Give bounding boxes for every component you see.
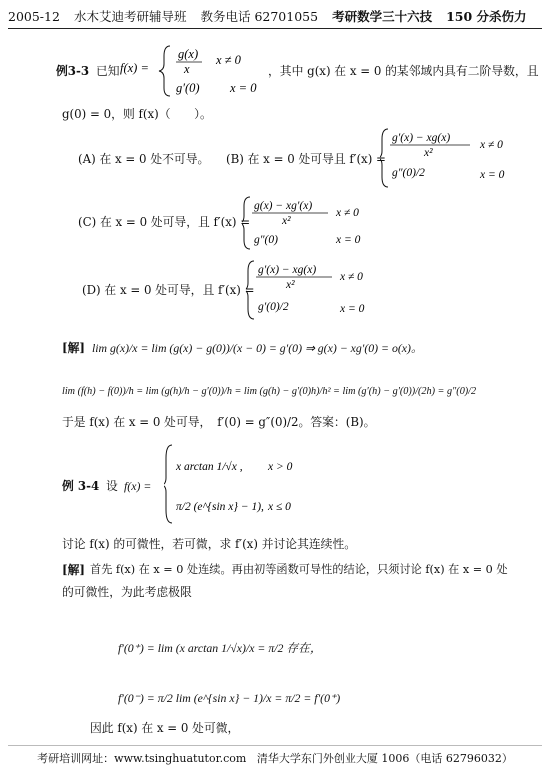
- ex33-stem-b: ，其中 g(x) 在 x = 0 的某邻域内具有二阶导数，且: [268, 64, 539, 78]
- case2-expr: g′(0): [176, 81, 200, 95]
- opt-c-num: g(x) − xg′(x): [254, 200, 313, 212]
- option-d-piecewise: [246, 258, 396, 322]
- ex33-sol-line1: lim g(x)/x = lim (g(x) − g(0))/(x − 0) = g′(0) ⇒ g(x) − xg′(0) = o(x)。: [92, 341, 423, 355]
- header-rule: [8, 28, 542, 29]
- ex34-piecewise: [164, 442, 324, 526]
- ex34-lim2: f′(0⁻) = π/2 lim (e^{sin x} − 1)/x = π/2 = f′(0⁺): [118, 691, 341, 705]
- opt-b-num: g′(x) − xg(x): [392, 132, 451, 144]
- option-b-text: (B) 在 x = 0 处可导且 f′(x) =: [226, 152, 386, 166]
- footer-right: 清华大学东门外创业大厦 1006（电话 62796032）: [256, 752, 513, 765]
- opt-d-c1: x ≠ 0: [340, 271, 363, 283]
- ex34-sol-b: 的可微性，为此考虑极限: [62, 585, 192, 599]
- option-a: (A) 在 x = 0 处不可导。: [78, 152, 210, 166]
- ex33-piecewise: [120, 42, 280, 100]
- ex33-stem-c: g(0) = 0，则 f(x)（ ）。: [62, 107, 212, 121]
- case1-num: g(x): [178, 47, 199, 61]
- opt-b-c1: x ≠ 0: [480, 139, 503, 151]
- fx-label: f(x) =: [120, 61, 149, 75]
- header-tagline: 150 分杀伤力: [446, 9, 527, 24]
- case1-cond: x ≠ 0: [216, 53, 241, 67]
- ex34-case1-cond: x > 0: [268, 461, 293, 473]
- header-year: 2005-12: [8, 8, 60, 24]
- header-phone: 教务电话 62701055: [200, 9, 319, 24]
- page-header: [8, 6, 542, 26]
- header-series: 考研数学三十六技: [332, 9, 433, 24]
- ex34-question: 讨论 f(x) 的可微性，若可微，求 f′(x) 并讨论其连续性。: [62, 537, 357, 551]
- case2-cond: x = 0: [230, 81, 257, 95]
- ex34-case2: π/2 (e^{sin x} − 1),: [176, 501, 264, 513]
- opt-d-den: x²: [286, 279, 295, 291]
- header-org: 水木艾迪考研辅导班: [73, 9, 187, 24]
- opt-d-c2: x = 0: [340, 303, 365, 315]
- opt-c-c2-expr: g″(0): [254, 234, 278, 246]
- opt-b-c2-expr: g″(0)/2: [392, 167, 425, 179]
- opt-c-den: x²: [282, 215, 291, 227]
- option-d-text: (D) 在 x = 0 处可导，且 f′(x) =: [82, 283, 255, 297]
- ex33-sol-line2: lim (f(h) − f(0))/h = lim (g(h)/h − g′(0))/h = lim (g(h) − g′(0)h)/h² = lim (g′(h) − g′(0))/(2h) = g″(0)/2: [62, 386, 477, 397]
- case1-den: x: [184, 62, 190, 76]
- option-c-text: (C) 在 x = 0 处可导，且 f′(x) =: [78, 215, 251, 229]
- opt-b-den: x²: [424, 147, 433, 159]
- opt-b-c2: x = 0: [480, 169, 505, 181]
- opt-d-c2-expr: g′(0)/2: [258, 301, 289, 313]
- ex33-sol-label: [解]: [62, 341, 85, 355]
- ex33-label: 例3-3: [56, 64, 90, 78]
- ex34-label: 例 3-4: [62, 479, 100, 493]
- opt-c-c1: x ≠ 0: [336, 207, 359, 219]
- ex34-case2-cond: x ≤ 0: [268, 501, 291, 513]
- ex34-lim1: f′(0⁺) = lim (x arctan 1/√x)/x = π/2 存在，: [118, 641, 322, 655]
- ex33-sol-line3: 于是 f(x) 在 x = 0 处可导， f′(0) = g″(0)/2。答案：(B)。: [62, 415, 376, 429]
- ex34-conclusion: 因此 f(x) 在 x = 0 处可微，: [90, 721, 240, 735]
- opt-d-num: g′(x) − xg(x): [258, 264, 317, 276]
- footer-rule: [8, 745, 542, 746]
- ex34-sol-label: [解]: [62, 563, 85, 577]
- option-c-piecewise: [242, 194, 392, 252]
- ex34-sol-a: 首先 f(x) 在 x = 0 处连续。再由初等函数可导性的结论，只须讨论 f(x) 在 x = 0 处: [90, 563, 508, 576]
- ex33-stem-a: 已知: [96, 64, 120, 78]
- ex34-stem: 设: [106, 479, 118, 493]
- footer-left: 考研培训网址：www.tsinghuatutor.com: [37, 752, 247, 765]
- ex34-case1: x arctan 1/√x ,: [176, 461, 243, 473]
- ex34-fx: f(x) =: [124, 479, 152, 493]
- page-footer: [0, 750, 550, 766]
- opt-c-c2: x = 0: [336, 234, 361, 246]
- option-b-piecewise: [380, 126, 540, 190]
